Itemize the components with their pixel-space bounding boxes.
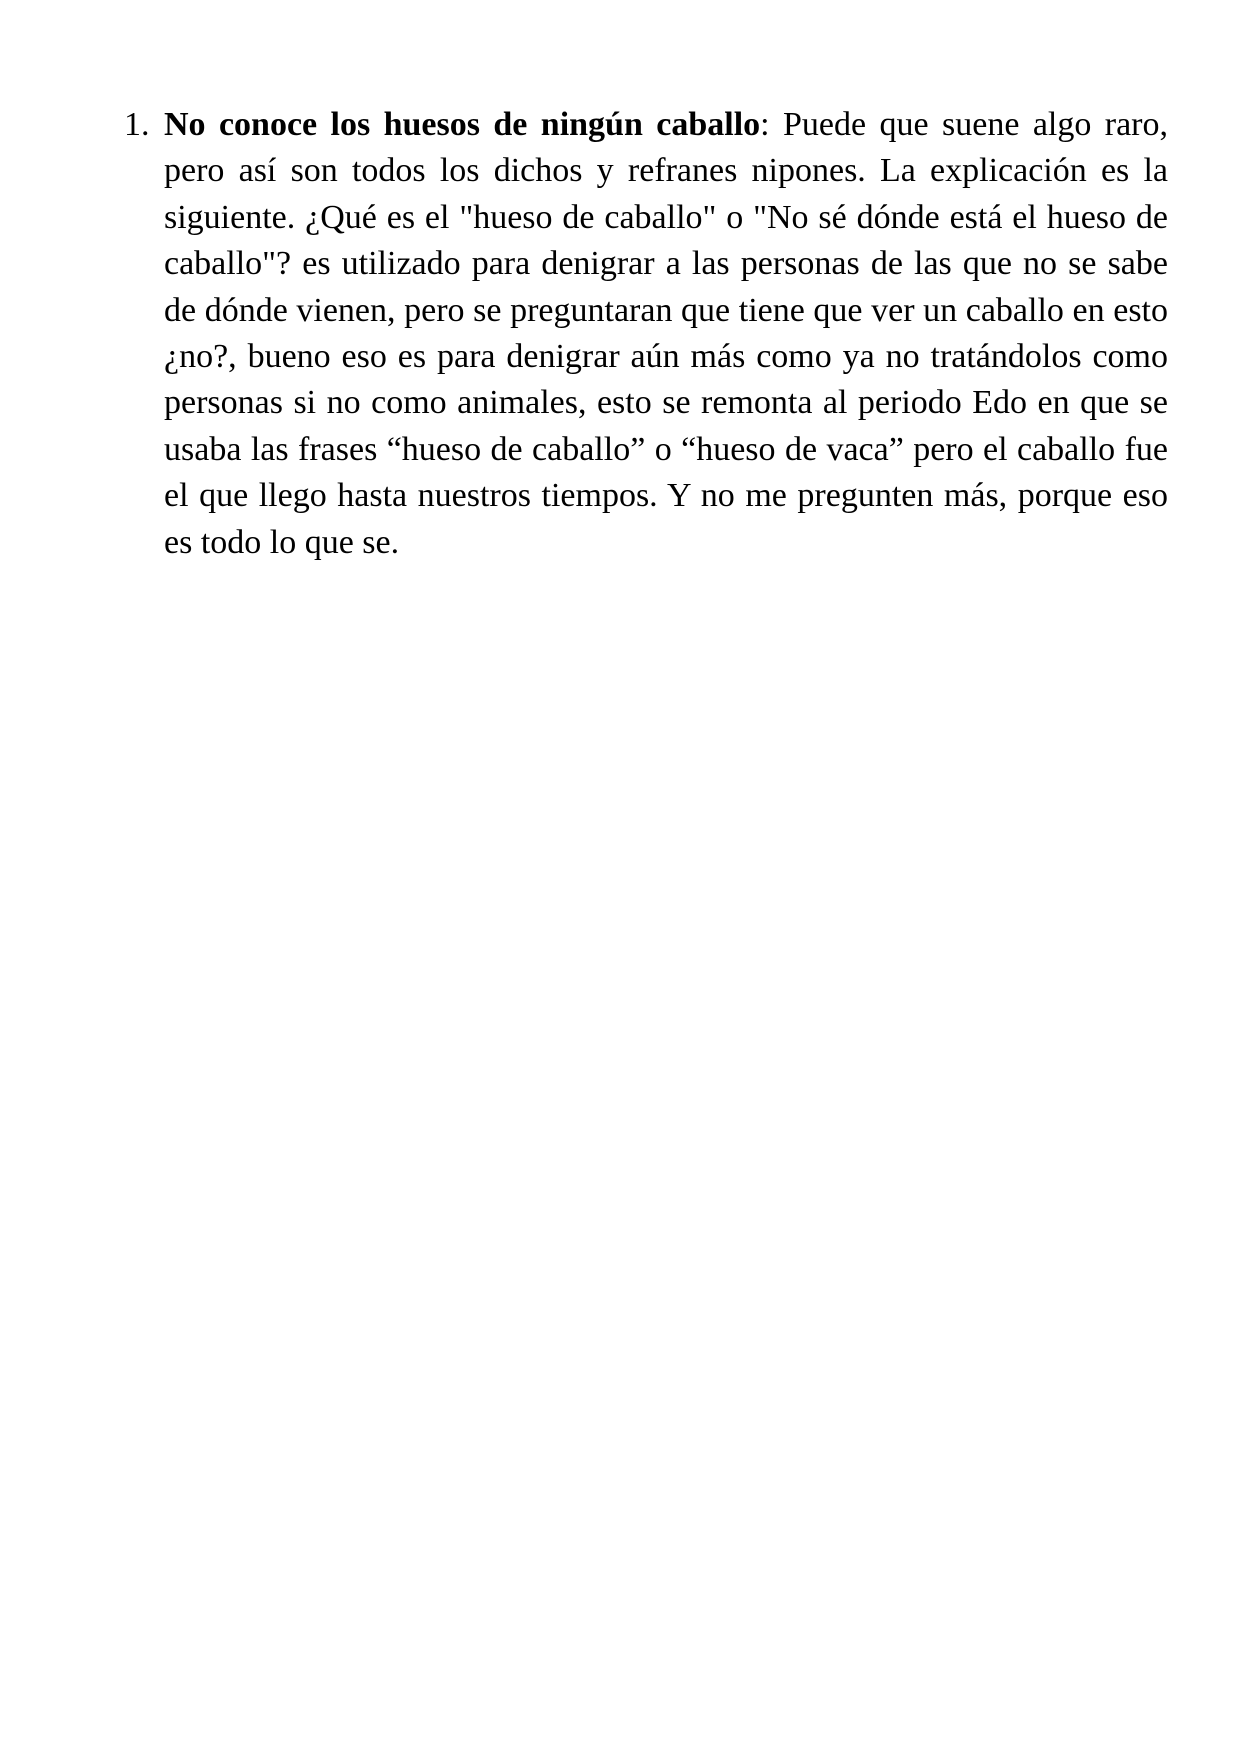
list-number: 1.: [124, 106, 150, 143]
list-item-body: [164, 102, 1168, 566]
item-separator: :: [760, 106, 770, 143]
numbered-list-item: [124, 102, 1168, 566]
item-text: Puede que suene algo raro, pero así son todos los dichos y refranes nipones. La explicación es la siguiente. ¿Qué es el "hueso de caballo" o "No sé dónde está el hueso de caballo"? es utilizado para denigrar a las personas de las que no se sabe de dónde vienen, pero se preguntaran que tiene que ver un caballo en esto ¿no?, bueno eso es para denigrar aún más como ya no tratándolos como personas si no como animales, esto se remonta al periodo Edo en que se usaba las frases “hueso de caballo” o “hueso de vaca” pero el caballo fue el que llego hasta nuestros tiempos. Y no me pregunten más, porque eso es todo lo que se.: [164, 106, 1168, 561]
item-term: No conoce los huesos de ningún caballo: [164, 106, 761, 143]
